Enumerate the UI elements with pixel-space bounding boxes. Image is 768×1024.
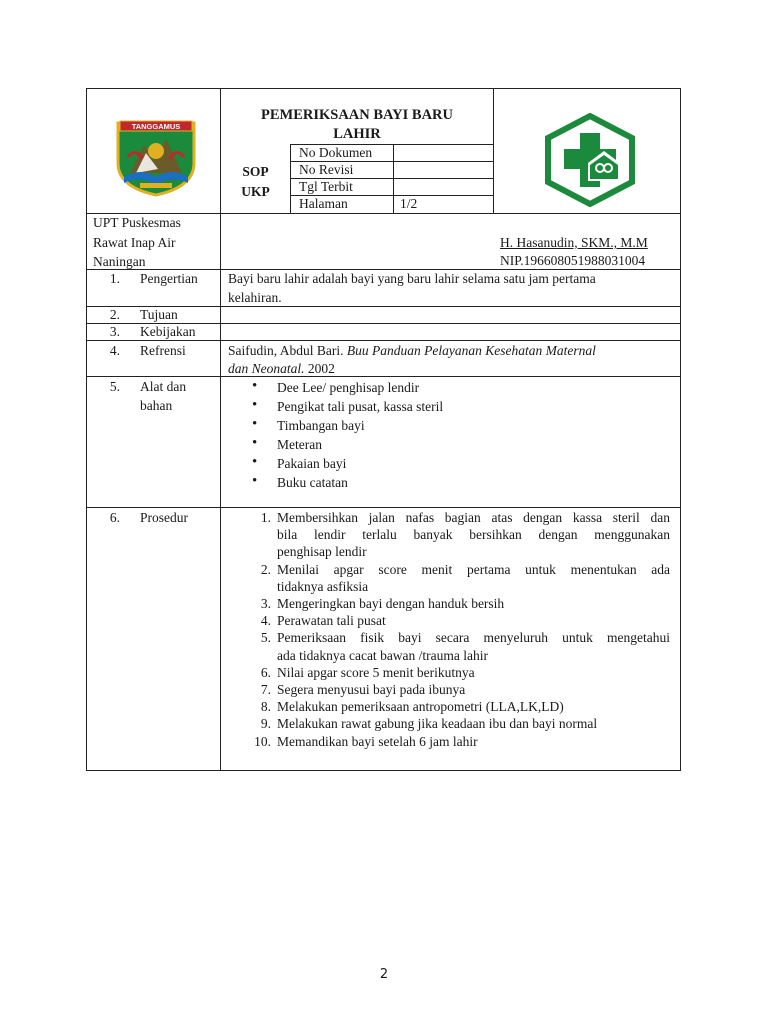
institution-line3: Naningan xyxy=(93,254,146,269)
prosedur-step-text: ada tidaknya cacat bawan /trauma lahir xyxy=(277,647,489,663)
prosedur-step-text: Melakukan rawat gabung jika keadaan ibu dan bayi normal xyxy=(277,716,598,732)
section-num-tujuan: 2. xyxy=(109,307,120,322)
tanggamus-logo xyxy=(114,117,198,197)
page-number: 2 xyxy=(379,967,389,982)
prosedur-step-text: Mengeringkan bayi dengan handuk bersih xyxy=(277,596,505,611)
row-line xyxy=(86,507,681,508)
section-label-alat-line2: bahan xyxy=(140,398,173,413)
prosedur-step-text: Nilai apgar score 5 menit berikutnya xyxy=(277,664,475,680)
prosedur-step-text: tidaknya asfiksia xyxy=(277,578,369,594)
institution-line1: UPT Puskesmas xyxy=(93,215,181,230)
col-divider-logo xyxy=(493,88,494,213)
alat-item: • Timbangan bayi xyxy=(277,417,365,434)
alat-item: • Pengikat tali pusat, kassa steril xyxy=(277,398,443,415)
pengertian-text-line1: Bayi baru lahir adalah bayi yang baru lahir selama satu jam pertama xyxy=(228,271,596,286)
section-label-alat-line1: Alat dan xyxy=(140,379,187,394)
meta-label-halaman: Halaman xyxy=(299,196,348,211)
prosedur-step-text: Melakukan pemeriksaan antropometri (LLA,LK,LD) xyxy=(277,699,564,715)
referensi-title-line1: Buu Panduan Pelayanan Kesehatan Maternal xyxy=(346,343,596,358)
referensi-line2 xyxy=(228,360,335,377)
section-label-kebijakan: Kebijakan xyxy=(140,324,196,339)
prosedur-step-number: 7. xyxy=(260,682,271,697)
pengertian-text-line2: kelahiran. xyxy=(228,290,282,305)
section-num-alat: 5. xyxy=(109,379,120,394)
prosedur-step-text: Pemeriksaan fisik bayi secara menyeluruh untuk mengetahui xyxy=(277,630,670,646)
table-border-left xyxy=(86,88,87,771)
table-border-top xyxy=(86,88,681,89)
row-line xyxy=(86,376,681,377)
signer-name: H. Hasanudin, SKM., M.M xyxy=(500,235,648,250)
referensi-year: 2002 xyxy=(304,361,335,376)
section-label-prosedur: Prosedur xyxy=(140,510,188,525)
section-label-pengertian: Pengertian xyxy=(140,271,198,286)
prosedur-step-text: penghisap lendir xyxy=(277,544,367,560)
signer-nip: NIP.196608051988031004 xyxy=(500,253,646,268)
logo-banner-text: TANGGAMUS xyxy=(131,122,181,131)
section-num-pengertian: 1. xyxy=(109,271,120,286)
doc-title-line2: LAHIR xyxy=(333,126,381,142)
alat-item: • Dee Lee/ penghisap lendir xyxy=(277,379,419,396)
sop-label: SOP xyxy=(242,164,269,179)
meta-label-tgl-terbit: Tgl Terbit xyxy=(299,179,353,194)
referensi-line1 xyxy=(228,342,596,359)
prosedur-step-text: Membersihkan jalan nafas bagian atas dengan kassa steril dan xyxy=(277,510,670,525)
section-num-referensi: 4. xyxy=(109,343,120,358)
prosedur-step-number: 1. xyxy=(260,510,271,525)
prosedur-step-number: 10. xyxy=(254,733,271,749)
alat-item: • Buku catatan xyxy=(277,474,348,491)
prosedur-step-text: Menilai apgar score menit pertama untuk menentukan ada xyxy=(277,561,670,577)
row-line xyxy=(86,340,681,341)
prosedur-step-number: 4. xyxy=(260,613,271,629)
prosedur-step-number: 6. xyxy=(260,664,271,680)
meta-label-no-revisi: No Revisi xyxy=(299,162,354,177)
prosedur-step-text: Segera menyusui bayi pada ibunya xyxy=(277,682,466,697)
section-label-tujuan: Tujuan xyxy=(140,307,178,322)
ukp-label: UKP xyxy=(241,184,270,199)
institution-line2: Rawat Inap Air xyxy=(93,235,176,250)
puskesmas-logo xyxy=(544,113,636,207)
prosedur-step-number: 3. xyxy=(260,596,271,611)
prosedur-step-number: 9. xyxy=(260,716,271,732)
table-border-bottom xyxy=(86,770,681,771)
prosedur-step-text: Perawatan tali pusat xyxy=(277,613,386,629)
prosedur-step-number: 8. xyxy=(260,699,271,715)
table-border-right xyxy=(680,88,681,771)
prosedur-step-number: 5. xyxy=(260,630,271,646)
section-num-prosedur: 6. xyxy=(109,510,120,525)
referensi-author: Saifudin, Abdul Bari. xyxy=(228,343,347,358)
referensi-title-line2: dan Neonatal. xyxy=(228,361,305,376)
prosedur-step-number: 2. xyxy=(260,561,271,577)
doc-title-line1: PEMERIKSAAN BAYI BARU xyxy=(260,107,454,123)
prosedur-step-text: Memandikan bayi setelah 6 jam lahir xyxy=(277,733,478,749)
prosedur-step-text: bila lendir terlalu banyak bersihkan dengan menggunakan xyxy=(277,527,670,543)
alat-item: • Pakaian bayi xyxy=(277,455,346,472)
section-label-referensi: Refrensi xyxy=(140,343,186,358)
meta-label-no-dokumen: No Dokumen xyxy=(299,145,373,160)
meta-value-halaman: 1/2 xyxy=(400,196,418,211)
alat-item: • Meteran xyxy=(277,436,322,453)
section-num-kebijakan: 3. xyxy=(109,324,120,339)
